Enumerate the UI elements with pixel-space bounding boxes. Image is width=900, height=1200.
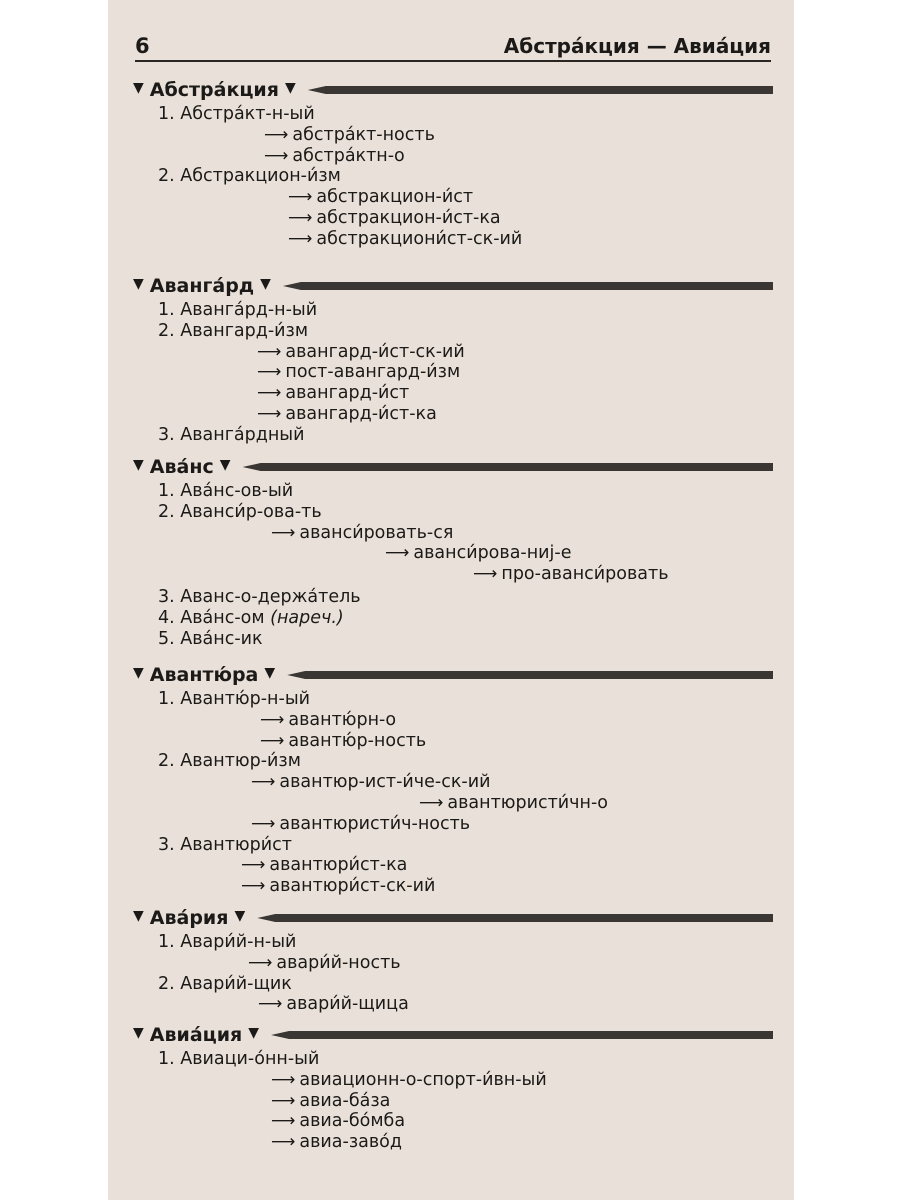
arrow-icon: ⟶ xyxy=(385,543,410,564)
entry: 3. Аванга́рдный xyxy=(158,424,305,445)
section-avantyura xyxy=(133,661,773,897)
section-abstraktsiya xyxy=(133,76,773,250)
pencil-bar xyxy=(287,671,773,679)
entry: 1. Авиаци-о́нн-ый xyxy=(158,1049,320,1069)
entry: ⟶ авантю́рн-о xyxy=(260,709,397,730)
triangle-down-icon: ▼ xyxy=(264,665,276,681)
triangle-down-icon: ▼ xyxy=(133,80,144,96)
arrow-icon: ⟶ xyxy=(288,207,313,228)
section-heading xyxy=(133,904,773,932)
entry: ⟶ авантюр-ист-и́че-ск-ий xyxy=(251,772,491,793)
arrow-icon: ⟶ xyxy=(260,730,285,751)
arrow-icon: ⟶ xyxy=(257,403,282,424)
section-heading xyxy=(133,76,773,104)
arrow-icon: ⟶ xyxy=(257,341,282,362)
entry: 4. Ава́нс-ом (нареч.) xyxy=(158,607,344,628)
triangle-down-icon: ▼ xyxy=(234,908,246,924)
section-avans xyxy=(133,453,773,649)
section-aviatsiya xyxy=(133,1021,773,1153)
entry: 5. Ава́нс-ик xyxy=(158,628,263,649)
entry: ⟶ авангард-и́ст xyxy=(257,383,410,404)
entry: ⟶ пост-авангард-и́зм xyxy=(257,362,461,383)
arrow-icon: ⟶ xyxy=(241,855,266,876)
arrow-icon: ⟶ xyxy=(251,813,276,834)
entry: 3. Аванс-о-держа́тель xyxy=(158,586,361,607)
triangle-down-icon: ▼ xyxy=(133,665,144,681)
pencil-bar xyxy=(283,282,773,290)
entry: 2. Авангард-и́зм xyxy=(158,320,309,341)
section-title: Авиа́ция xyxy=(149,1024,243,1046)
header-rule xyxy=(135,60,771,62)
section-title: Аванга́рд xyxy=(149,275,255,297)
entry: ⟶ авантю́р-ность xyxy=(260,730,427,751)
entry: 2. Абстракцион-и́зм xyxy=(158,166,341,187)
arrow-icon: ⟶ xyxy=(264,124,289,145)
triangle-down-icon: ▼ xyxy=(219,457,231,473)
arrow-icon: ⟶ xyxy=(257,383,282,404)
entry: ⟶ про-аванси́ровать xyxy=(473,564,669,585)
entry: 1. Ава́нс-ов-ый xyxy=(158,481,294,501)
arrow-icon: ⟶ xyxy=(271,1111,296,1132)
triangle-down-icon: ▼ xyxy=(248,1025,260,1041)
entry: ⟶ авиа-бо́мба xyxy=(271,1111,406,1132)
section-avariya xyxy=(133,904,773,1015)
arrow-icon: ⟶ xyxy=(271,1132,296,1153)
entry: ⟶ авангард-и́ст-ка xyxy=(257,403,437,424)
triangle-down-icon: ▼ xyxy=(133,1025,144,1041)
entry: 2. Авари́й-щик xyxy=(158,973,292,994)
pencil-bar xyxy=(271,1031,773,1039)
section-title: Ава́рия xyxy=(149,907,229,929)
entry: 1. Авари́й-н-ый xyxy=(158,932,297,952)
arrow-icon: ⟶ xyxy=(260,709,285,730)
entry: ⟶ авантюри́ст-ка xyxy=(241,855,408,876)
entry: 1. Аванга́рд-н-ый xyxy=(158,300,318,320)
entry: ⟶ авиационн-о-спорт-и́вн-ый xyxy=(271,1069,547,1090)
arrow-icon: ⟶ xyxy=(271,1069,296,1090)
triangle-down-icon: ▼ xyxy=(133,908,144,924)
page-number: 6 xyxy=(135,34,150,58)
entry: ⟶ абстракцион-и́ст-ка xyxy=(288,207,501,228)
arrow-icon: ⟶ xyxy=(473,564,498,585)
entry: ⟶ авантюри́ст-ск-ий xyxy=(241,876,436,897)
arrow-icon: ⟶ xyxy=(257,362,282,383)
arrow-icon: ⟶ xyxy=(258,994,283,1015)
entry: 2. Аванси́р-ова-ть xyxy=(158,501,322,522)
entry: ⟶ авиа-ба́за xyxy=(271,1090,391,1111)
arrow-icon: ⟶ xyxy=(271,522,296,543)
entry: ⟶ авиа-заво́д xyxy=(271,1132,402,1153)
triangle-down-icon: ▼ xyxy=(133,276,144,292)
section-avangard xyxy=(133,272,773,446)
triangle-down-icon: ▼ xyxy=(260,276,271,292)
arrow-icon: ⟶ xyxy=(271,1090,296,1111)
entry: ⟶ авантюристи́чн-о xyxy=(419,792,608,813)
entry: ⟶ аванси́ровать-ся xyxy=(271,522,454,543)
entry: ⟶ авантюристи́ч-ность xyxy=(251,813,471,834)
section-heading xyxy=(133,661,773,689)
section-title: Ава́нс xyxy=(149,456,214,478)
entry: ⟶ авангард-и́ст-ск-ий xyxy=(257,341,465,362)
page-header xyxy=(135,34,771,58)
arrow-icon: ⟶ xyxy=(248,952,273,973)
entry: ⟶ абстракцион-и́ст xyxy=(288,187,474,208)
entry: 1. Авантю́р-н-ый xyxy=(158,689,311,709)
triangle-down-icon: ▼ xyxy=(284,80,296,96)
section-title: Авантю́ра xyxy=(149,664,259,686)
running-head: Абстра́кция — Авиа́ция xyxy=(503,34,771,58)
arrow-icon: ⟶ xyxy=(288,187,313,208)
arrow-icon: ⟶ xyxy=(288,228,313,249)
entry: ⟶ авари́й-щица xyxy=(258,994,409,1015)
arrow-icon: ⟶ xyxy=(251,772,276,793)
entry: ⟶ аванси́рова-ниj-е xyxy=(385,543,572,564)
entry: ⟶ абстра́кт-ность xyxy=(264,124,435,145)
section-heading xyxy=(133,272,773,300)
section-heading xyxy=(133,1021,773,1049)
entry: 2. Авантюр-и́зм xyxy=(158,751,301,772)
section-heading xyxy=(133,453,773,481)
pencil-bar xyxy=(243,463,773,471)
entry: 1. Абстра́кт-н-ый xyxy=(158,104,315,124)
arrow-icon: ⟶ xyxy=(419,792,444,813)
pencil-bar xyxy=(257,914,773,922)
arrow-icon: ⟶ xyxy=(264,145,289,166)
section-title: Абстра́кция xyxy=(149,79,279,101)
entry: ⟶ абстра́ктн-о xyxy=(264,145,405,166)
entry: ⟶ авари́й-ность xyxy=(248,952,401,973)
entry: 3. Авантюри́ст xyxy=(158,834,292,855)
pencil-bar xyxy=(308,86,773,94)
triangle-down-icon: ▼ xyxy=(133,457,144,473)
entry: ⟶ абстракциони́ст-ск-ий xyxy=(288,228,523,249)
arrow-icon: ⟶ xyxy=(241,876,266,897)
